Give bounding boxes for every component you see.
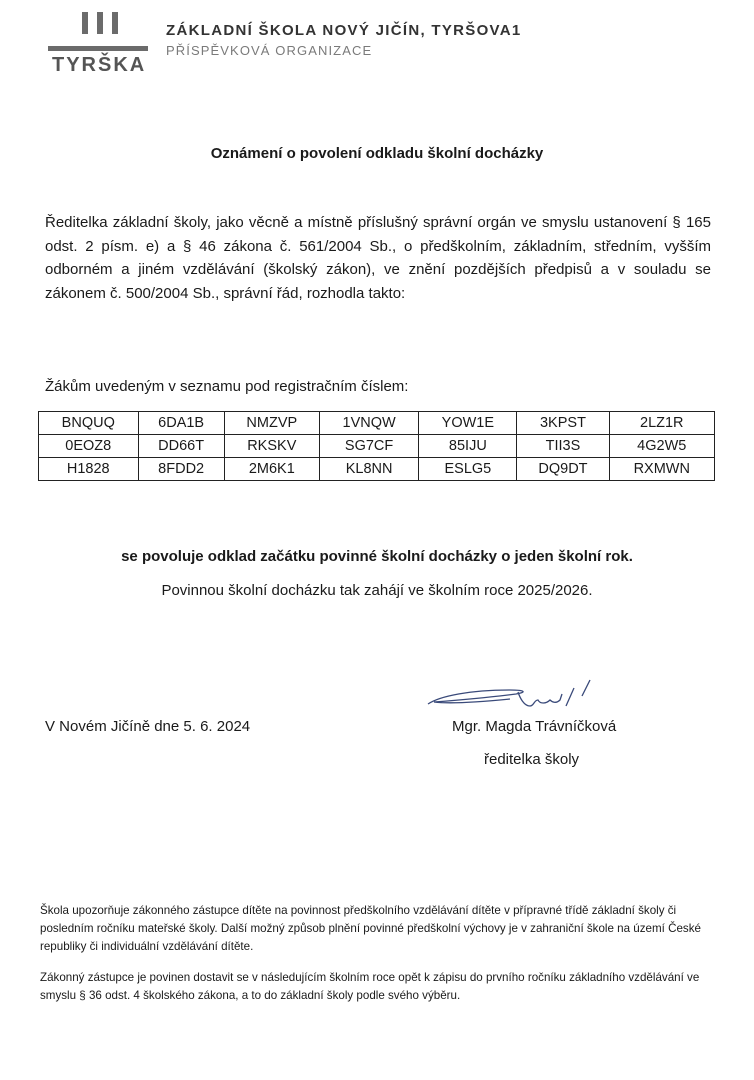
logo-bars [82,12,122,34]
logo-line [48,46,148,51]
place-and-date: V Novém Jičíně dne 5. 6. 2024 [45,718,251,735]
registration-code: TII3S [517,435,609,458]
document-title: Oznámení o povolení odkladu školní docházky [210,145,544,162]
table-row [39,435,715,458]
registration-code: DQ9DT [517,458,609,481]
registration-code: NMZVP [224,412,319,435]
organization-type: PŘÍSPĚVKOVÁ ORGANIZACE [166,43,373,58]
registration-code: RXMWN [609,458,714,481]
registration-code: 6DA1B [138,412,224,435]
handwritten-signature [420,672,620,716]
registration-code: H1828 [39,458,139,481]
registration-code: KL8NN [319,458,419,481]
registration-code: YOW1E [419,412,517,435]
table-row [39,412,715,435]
intro-paragraph: Ředitelka základní školy, jako věcně a místně příslušný správní orgán ve smyslu ustanovení § 165 odst. 2 písm. e) a § 46 zákona č. 561/2004 Sb., o předškolním, základním, středním, vyšším odborném a jiném vzdělávání (školský zákon), ve znění pozdějších předpisů a v souladu se zákonem č. 500/2004 Sb., správní řád, rozhodla takto: [45,214,711,302]
registration-code: 0EOZ8 [39,435,139,458]
registration-code: SG7CF [319,435,419,458]
registration-code: 3KPST [517,412,609,435]
logo-text: TYRŠKA [52,54,147,76]
registration-code: ESLG5 [419,458,517,481]
registration-code: 85IJU [419,435,517,458]
registration-code: 2M6K1 [224,458,319,481]
registration-code: 2LZ1R [609,412,714,435]
table-row [39,458,715,481]
registration-code: 1VNQW [319,412,419,435]
signer-role: ředitelka školy [484,751,580,768]
start-year-info: Povinnou školní docházku tak zahájí ve školním roce 2025/2026. [161,582,593,599]
registration-code: RKSKV [224,435,319,458]
registration-code: 8FDD2 [138,458,224,481]
signer-name: Mgr. Magda Trávníčková [452,718,617,735]
registration-code: DD66T [138,435,224,458]
school-name: ZÁKLADNÍ ŠKOLA NOVÝ JIČÍN, TYRŠOVA1 [166,22,522,39]
note-re-enrollment: Zákonný zástupce je povinen dostavit se v následujícím školním roce opět k zápisu do prvního ročníku základního vzdělávání ve smyslu § 36 odst. 4 školského zákona, a to do základní školy podle svého výběru. [40,971,700,1002]
decision-statement: se povoluje odklad začátku povinné školní docházky o jeden školní rok. [121,548,633,565]
school-logo [48,10,148,76]
list-caption: Žákům uvedeným v seznamu pod registračním číslem: [45,378,409,395]
note-preschool-obligation: Škola upozorňuje zákonného zástupce dítěte na povinnost předškolního vzdělávání dítěte v přípravné třídě základní školy či posledním ročníku mateřské školy. Další možný způsob plnění povinné předškolní výchovy je v zahraniční škole na území České republiky či individuální vzdělávání dítěte. [40,904,701,953]
registration-code: 4G2W5 [609,435,714,458]
registration-codes-table [38,411,715,481]
registration-code: BNQUQ [39,412,139,435]
